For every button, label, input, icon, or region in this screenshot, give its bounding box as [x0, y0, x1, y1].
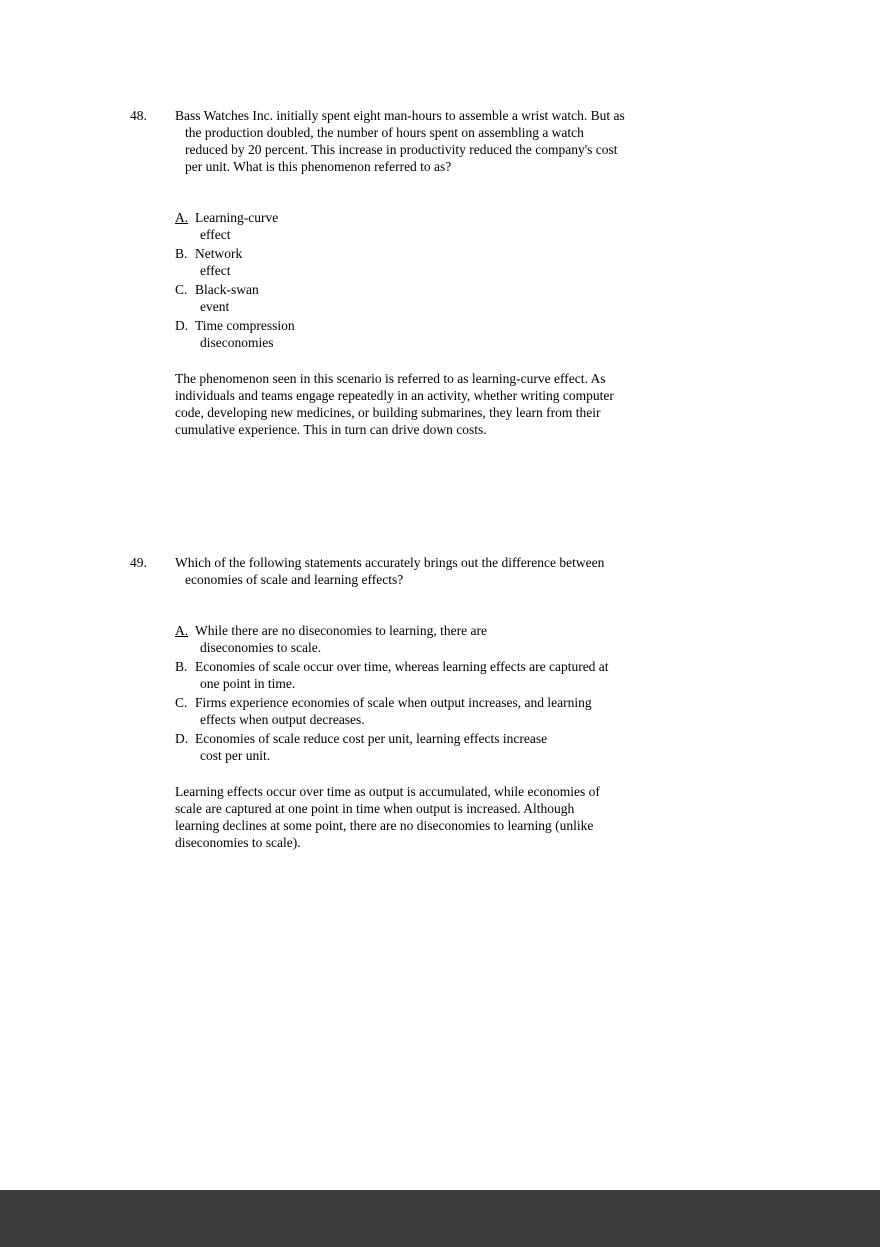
option-text: Network effect	[195, 246, 243, 278]
option-row	[175, 245, 665, 279]
question-48-row	[130, 107, 880, 175]
option-text: Black-swan event	[195, 282, 259, 314]
option-text: While there are no diseconomies to learning, there are diseconomies to scale.	[195, 623, 487, 655]
explanation-text: Learning effects occur over time as output is accumulated, while economies of scale are captured at one point in time when output is increased. Although learning declines at some point, there are no diseconomies to learning (unlike diseconomies to scale).	[175, 784, 600, 850]
option-row	[175, 658, 665, 692]
question-text: Which of the following statements accurately brings out the difference between economies of scale and learning effects?	[175, 555, 605, 587]
option-label: D.	[175, 731, 189, 746]
question-text: Bass Watches Inc. initially spent eight man-hours to assemble a wrist watch. But as the production doubled, the number of hours spent on assembling a watch reduced by 20 percent. This increase in productivity reduced the company's cost per unit. What is this phenomenon referred to as?	[175, 108, 625, 174]
option-text: Economies of scale reduce cost per unit, learning effects increase cost per unit.	[195, 731, 548, 763]
option-text: Learning-curve effect	[195, 210, 279, 242]
option-label: B.	[175, 659, 188, 674]
question-49-options	[175, 622, 665, 764]
option-label: D.	[175, 318, 189, 333]
explanation-text: The phenomenon seen in this scenario is referred to as learning-curve effect. As individuals and teams engage repeatedly in an activity, whether writing computer code, developing new medicines, or building submarines, they learn from their cumulative experience. This in turn can drive down costs.	[175, 371, 614, 437]
question-48-options	[175, 209, 665, 351]
option-text: Firms experience economies of scale when output increases, and learning effects when output decreases.	[195, 695, 592, 727]
option-row	[175, 622, 665, 656]
option-text: Economies of scale occur over time, whereas learning effects are captured at one point in time.	[195, 659, 609, 691]
question-49-block	[130, 554, 880, 851]
question-number: 49.	[130, 555, 147, 570]
option-label: B.	[175, 246, 188, 261]
viewer-background-band	[0, 1190, 880, 1247]
option-row	[175, 694, 665, 728]
option-label: A.	[175, 210, 189, 225]
question-49-row	[130, 554, 880, 588]
option-label: C.	[175, 282, 188, 297]
option-row	[175, 281, 665, 315]
option-text: Time compression diseconomies	[195, 318, 295, 350]
option-row	[175, 317, 665, 351]
option-row	[175, 730, 665, 764]
option-label: A.	[175, 623, 189, 638]
question-48-block	[130, 107, 880, 438]
option-row	[175, 209, 665, 243]
question-number: 48.	[130, 108, 147, 123]
option-label: C.	[175, 695, 188, 710]
